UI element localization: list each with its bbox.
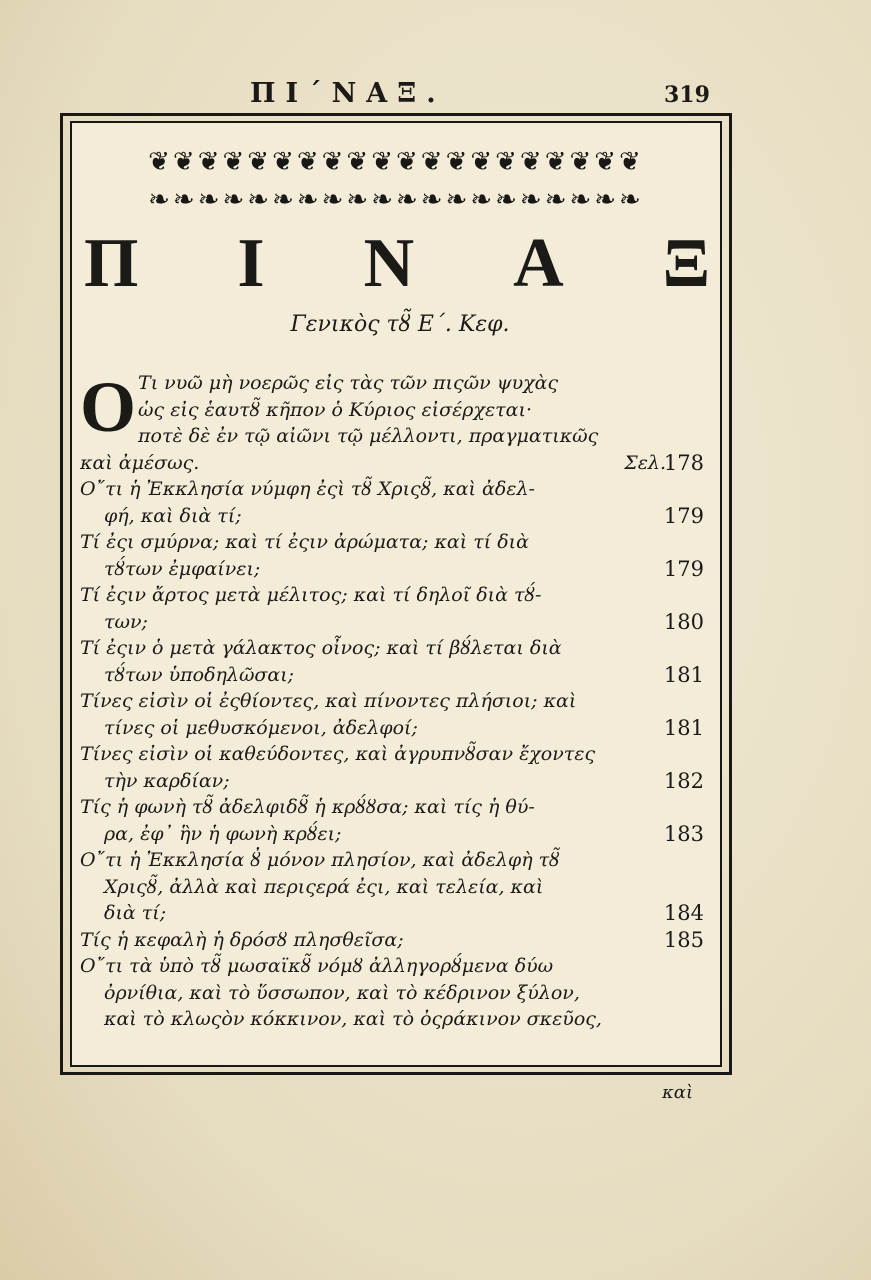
entry-line: Τι νυῶ μὴ νοερῶς εἰς τὰς τῶν πιςῶν ψυχὰς [138,372,559,394]
entry-line: φή, καὶ διὰ τί; [104,504,242,527]
entry-page-number: 181 [663,715,704,740]
title-letter: Ν [363,225,415,302]
entry-line: διὰ τί; [104,902,167,924]
entry-line: ποτὲ δὲ ἐν τῷ αἰῶνι τῷ μέλλοντι, πραγματικῶς [138,425,599,447]
entry-line: τȣ́των ὑποδηλῶσαι; [104,663,295,686]
index-entry [80,476,712,529]
entry-line: Τίς ἡ κεφαλὴ ἡ δρόσȣ πλησθεῖσα; [80,928,404,951]
ornament-row-bottom: ❧❧❧❧❧❧❧❧❧❧❧❧❧❧❧❧❧❧❧❧ [148,185,644,215]
entry-line: Τίς ἡ φωνὴ τȣ̃ ἀδελφιδȣ̃ ἡ κρȣ́ȣσα; καὶ τίς ἡ θύ- [80,796,535,818]
title-letter: Α [513,225,564,302]
entry-line: Ο῎τι ἡ Ἐκκλησία ȣ̓ μόνον πλησίον, καὶ ἀδελφὴ τȣ̃ [80,849,560,871]
title-letter: Ξ [662,225,710,302]
index-entry [80,582,712,635]
index-entry [80,847,712,927]
entry-line: ὀρνίθια, καὶ τὸ ὕσσωπον, καὶ τὸ κέδρινον ξύλον, [104,981,580,1004]
entry-line: καὶ ἀμέσως. [80,451,200,474]
index-entry [80,953,712,1033]
index-entry [80,927,712,954]
entry-page-number: 180 [663,609,704,634]
entry-line: Τί ἐςιν ὁ μετὰ γάλακτος οἶνος; καὶ τί βȣ́λεται διὰ [80,637,562,659]
index-entry [80,794,712,847]
entry-line: τίνες οἱ μεθυσκόμενοι, ἀδελφοί; [104,716,418,739]
entry-page-number: 181 [663,662,704,687]
entry-page-number: 184 [663,901,704,925]
entry-line: τȣ́των ἐμφαίνει; [104,557,261,580]
page-abbrev: Σελ. [624,451,666,474]
index-entry [80,741,712,794]
subtitle: Γενικὸς τȣ̃ Ε΄. Κεφ. [290,312,510,337]
title-letter: Π [84,225,139,302]
index-entry [80,367,712,476]
entry-line: των; [104,610,148,633]
catchword: καὶ [662,1082,694,1103]
entry-line: Τίνες εἰσὶν οἱ καθεύδοντες, καὶ ἀγρυπνȣ̃σαν ἔχοντες [80,743,596,765]
entry-line: καὶ τὸ κλωςὸν κόκκινον, καὶ τὸ ὀςράκινον σκεῦος, [104,1008,602,1030]
entry-page-number: 178 [663,450,704,475]
entry-line: ρα, ἐφ᾽ ἣν ἡ φωνὴ κρȣ́ει; [104,822,342,845]
index-entries [80,367,712,1033]
entry-page-number: 183 [663,821,704,846]
entry-line: τὴν καρδίαν; [104,769,230,792]
entry-page-number: 179 [663,556,704,581]
entry-line: Ο῎τι τὰ ὑπὸ τȣ̃ μωσαϊκȣ̃ νόμȣ ἀλληγορȣ́μενα δύω [80,955,554,977]
index-entry [80,688,712,741]
entry-page-number: 185 [663,927,704,952]
title-letter: Ι [237,225,265,302]
index-entry [80,635,712,688]
page-number: 319 [664,82,710,108]
entry-line: Χριςȣ̃, ἀλλὰ καὶ περιςερά ἐςι, καὶ τελεία, καὶ [104,875,544,898]
ornament-band [80,146,712,216]
running-head: ΠΙ΄ΝΑΞ. [250,78,446,109]
entry-page-number: 179 [663,503,704,528]
entry-line: ὡς εἰς ἑαυτȣ̃ κῆπον ὁ Κύριος εἰσέρχεται· [138,398,532,421]
ornament-row-top: ❦❦❦❦❦❦❦❦❦❦❦❦❦❦❦❦❦❦❦❦ [148,147,644,177]
index-entry [80,529,712,582]
entry-page-number: 182 [663,768,704,793]
entry-line: Τί ἐςιν ἄρτος μετὰ μέλιτος; καὶ τί δηλοῖ διὰ τȣ́- [80,584,542,606]
entry-line: Ο῎τι ἡ Ἐκκλησία νύμφη ἐςὶ τȣ̃ Χριςȣ̃, καὶ ἀδελ- [80,478,535,500]
entry-line: Τίνες εἰσὶν οἱ ἐςθίοντες, καὶ πίνοντες πλήσιοι; καὶ [80,690,577,712]
drop-cap: Ο [80,367,137,447]
main-title [84,224,710,304]
entry-line: Τί ἐςι σμύρνα; καὶ τί ἐςιν ἀρώματα; καὶ τί διὰ [80,531,529,553]
